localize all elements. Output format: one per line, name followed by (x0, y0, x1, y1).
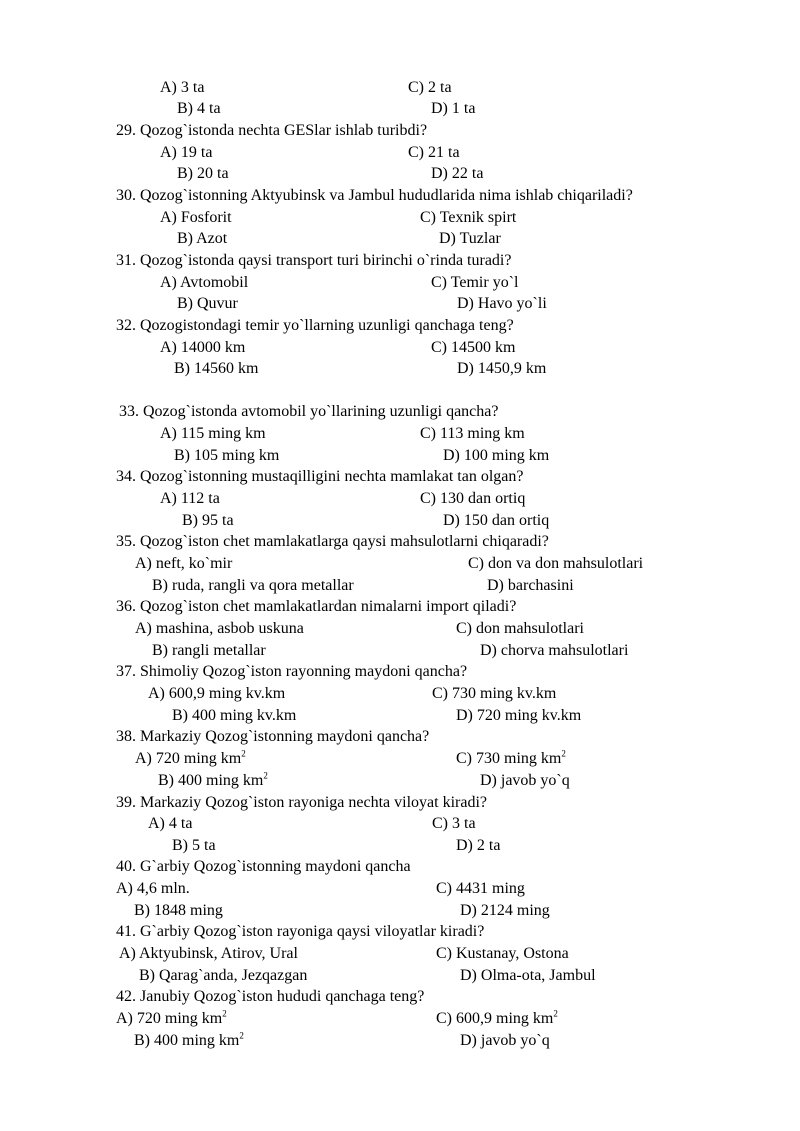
option-b: B) 105 ming km (174, 447, 280, 464)
option-a: A) 3 ta (160, 79, 205, 96)
option-c: C) Temir yo`l (431, 274, 519, 291)
option-a: A) 720 ming $km^2$ (116, 1008, 227, 1027)
option-a: A) 115 ming km (160, 425, 266, 442)
option-a: A) 600,9 ming kv.km (148, 685, 286, 702)
option-a: A) 720 ming $km^2$ (135, 748, 246, 767)
option-b: B) 400 ming $km^2$ (158, 770, 268, 789)
option-c: C) 113 ming km (420, 425, 525, 442)
option-a: A) mashina, asbob uskuna (135, 620, 304, 637)
option-d: D) 1450,9 km (457, 360, 547, 377)
option-a: A) Fosforit (160, 209, 232, 226)
option-d: D) javob yo`q (460, 1032, 550, 1049)
option-c: C) 730 ming kv.km (432, 685, 557, 702)
question-42: 42. Janubiy Qozog`iston hududi qanchaga teng? (116, 988, 425, 1005)
option-d: D) barchasini (487, 577, 574, 594)
option-a: A) Aktyubinsk, Atirov, Ural (119, 945, 298, 962)
option-a: A) 14000 km (160, 339, 246, 356)
option-b: B) 95 ta (182, 512, 234, 529)
option-c: C) 2 ta (408, 79, 452, 96)
option-c: C) 14500 km (431, 339, 516, 356)
superscript: 2 (561, 748, 566, 759)
option-a: A) 4,6 mln. (116, 880, 190, 897)
option-b: B) Quvur (177, 295, 238, 312)
option-d: D) Olma-ota, Jambul (460, 967, 596, 984)
question-40: 40. G`arbiy Qozog`istonning maydoni qancha (116, 858, 411, 875)
option-d: D) Tuzlar (439, 230, 501, 247)
question-37: 37. Shimoliy Qozog`iston rayonning maydoni qancha? (116, 663, 468, 680)
superscript: 2 (239, 1030, 244, 1041)
question-39: 39. Markaziy Qozog`iston rayoniga nechta viloyat kiradi? (116, 794, 487, 811)
question-32: 32. Qozogistondagi temir yo`llarning uzunligi qanchaga teng? (116, 317, 514, 334)
option-b: B) 14560 km (174, 360, 259, 377)
option-b: B) 4 ta (177, 100, 221, 117)
option-c: C) 3 ta (432, 815, 476, 832)
question-35: 35. Qozog`iston chet mamlakatlarga qaysi mahsulotlarni chiqaradi? (116, 533, 549, 550)
option-c: C) don va don mahsulotlari (468, 555, 644, 572)
superscript: 2 (222, 1008, 227, 1019)
question-29: 29. Qozog`istonda nechta GESlar ishlab turibdi? (116, 122, 428, 139)
superscript: 2 (263, 770, 268, 781)
option-b: B) 20 ta (177, 165, 229, 182)
option-b: B) ruda, rangli va qora metallar (152, 577, 354, 594)
question-33: 33. Qozog`istonda avtomobil yo`llarining uzunligi qancha? (119, 403, 499, 420)
option-b: B) rangli metallar (152, 642, 266, 659)
option-b: B) 1848 ming (134, 902, 223, 919)
option-c: C) Kustanay, Ostona (436, 945, 569, 962)
option-d: D) 150 dan ortiq (443, 512, 550, 529)
option-a: A) 4 ta (148, 815, 193, 832)
option-d: D) 100 ming km (443, 447, 550, 464)
option-c: C) 4431 ming (436, 880, 525, 897)
option-b: B) 5 ta (172, 837, 216, 854)
option-c: C) don mahsulotlari (456, 620, 584, 637)
option-d: D) 720 ming kv.km (456, 707, 582, 724)
option-b: B) 400 ming kv.km (172, 707, 297, 724)
superscript: 2 (553, 1008, 558, 1019)
option-b: B) Qarag`anda, Jezqazgan (139, 967, 308, 984)
question-34: 34. Qozog`istonning mustaqilligini nechta mamlakat tan olgan? (116, 468, 524, 485)
option-d: D) 2124 ming (460, 902, 550, 919)
option-a: A) neft, ko`mir (135, 555, 233, 572)
question-36: 36. Qozog`iston chet mamlakatlardan nimalarni import qiladi? (116, 598, 517, 615)
option-a: A) 112 ta (160, 490, 220, 507)
superscript: 2 (241, 748, 246, 759)
option-d: D) 2 ta (456, 837, 501, 854)
option-c: C) 600,9 ming $km^2$ (436, 1008, 558, 1027)
question-30: 30. Qozog`istonning Aktyubinsk va Jambul hududlarida nima ishlab chiqariladi? (116, 187, 633, 204)
option-b: B) 400 ming $km^2$ (134, 1030, 244, 1049)
option-c: C) 130 dan ortiq (420, 490, 526, 507)
option-d: D) chorva mahsulotlari (480, 642, 629, 659)
option-b: B) Azot (177, 230, 228, 247)
question-41: 41. G`arbiy Qozog`iston rayoniga qaysi viloyatlar kiradi? (116, 923, 485, 940)
question-38: 38. Markaziy Qozog`istonning maydoni qancha? (116, 728, 430, 745)
option-d: D) 1 ta (431, 100, 476, 117)
option-d: D) 22 ta (431, 165, 484, 182)
option-d: D) Havo yo`li (457, 295, 547, 312)
option-d: D) javob yo`q (480, 772, 570, 789)
option-c: C) Texnik spirt (420, 209, 517, 226)
option-a: A) 19 ta (160, 144, 213, 161)
option-c: C) 730 ming $km^2$ (456, 748, 566, 767)
option-c: C) 21 ta (408, 144, 460, 161)
question-31: 31. Qozog`istonda qaysi transport turi birinchi o`rinda turadi? (116, 252, 512, 269)
option-a: A) Avtomobil (160, 274, 249, 291)
